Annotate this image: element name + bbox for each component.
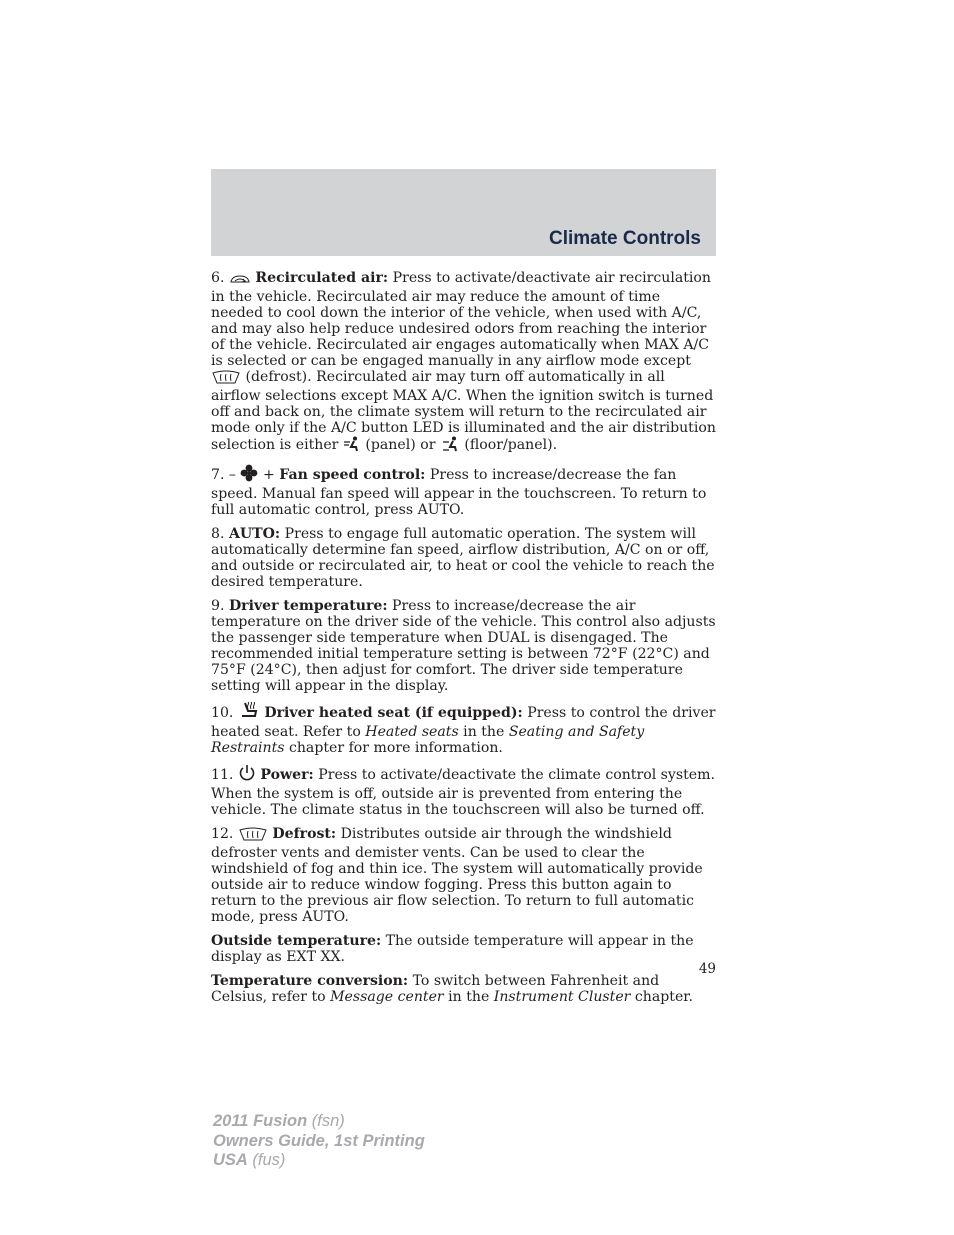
footer-line-3: USA (fus) xyxy=(213,1151,286,1169)
item-label: AUTO: xyxy=(228,526,281,542)
item-outside-temperature: Outside temperature: The outside temperature will appear in the display as EXT XX. xyxy=(211,933,694,965)
item-number: 12. xyxy=(211,826,234,842)
item-power: 11. Power: Press to activate/deactivate the climate control system. When the system is off, outside air is prevented from entering the vehicle. The climate status in the touchscreen will also be turned off. xyxy=(211,764,716,818)
power-icon xyxy=(238,764,256,786)
item-label: Temperature conversion: xyxy=(211,973,409,989)
page-number: 49 xyxy=(698,961,716,977)
defrost-icon xyxy=(238,827,268,845)
recirculation-icon xyxy=(229,273,251,289)
fan-icon xyxy=(240,464,258,486)
item-label: Driver heated seat (if equipped): xyxy=(264,705,523,721)
item-number: 9. xyxy=(211,598,225,614)
item-label: Defrost: xyxy=(272,826,337,842)
item-label: Fan speed control: xyxy=(279,467,426,483)
heated-seat-icon xyxy=(238,702,260,724)
item-label: Recirculated air: xyxy=(255,270,389,286)
item-fan-speed: 7. – + Fan speed control: Press to increase/decrease the fan speed. Manual fan speed will appear in the touchscreen. To return to full automatic control, press AUTO. xyxy=(211,464,716,518)
item-label: Outside temperature: xyxy=(211,933,382,949)
item-driver-temperature: 9. Driver temperature: Press to increase/decrease the air temperature on the driver side of the vehicle. This control also adjusts the passenger side temperature when DUAL is disengaged. The recommended initial temperature setting is between 72°F (22°C) and 75°F (24°C), then adjust for comfort. The driver side temperature setting will appear in the display. xyxy=(211,598,716,694)
item-number: 7. – xyxy=(211,467,236,483)
panel-vent-icon xyxy=(343,436,361,456)
item-label: Driver temperature: xyxy=(228,598,388,614)
footer-line-1: 2011 Fusion (fsn) xyxy=(213,1112,345,1130)
item-temperature-conversion: Temperature conversion: To switch between Fahrenheit and Celsius, refer to Message center in the Instrument Cluster chapter. xyxy=(211,973,693,1005)
header-band xyxy=(211,169,716,256)
item-driver-heated-seat: 10. Driver heated seat (if equipped): Press to control the driver heated seat. Refer to Heated seats in the Seating and Safety Restraints chapter for more information. xyxy=(211,702,716,756)
item-recirculated-air: 6. Recirculated air: Press to activate/deactivate air recirculation in the vehicle. Recirculated air may reduce the amount of time needed to cool down the interior of the vehicle, when used with A/C, and may also help reduce undesired odors from reaching the interior of the vehicle. Recirculated air engages automatically when MAX A/C is selected or can be engaged manually in any airflow mode except (defrost). Recirculated air may turn off automatically in all airflow selections except MAX A/C. When the ignition switch is turned off and back on, the climate system will return to the recirculated air mode only if the A/C button LED is illuminated and the air distribution selection is either (panel) or (floor/panel). xyxy=(211,270,716,456)
item-defrost: 12. Defrost: Distributes outside air through the windshield defroster vents and demister vents. Can be used to clear the windshield of fog and thin ice. The system will automatically provide outside air to reduce window fogging. Press this button again to return to the previous air flow selection. To return to full automatic mode, press AUTO. xyxy=(211,826,703,925)
item-number: 6. xyxy=(211,270,225,286)
item-auto: 8. AUTO: Press to engage full automatic operation. The system will automatically determine fan speed, airflow distribution, A/C on or off, and outside or recirculated air, to heat or cool the vehicle to reach the desired temperature. xyxy=(211,526,715,590)
footer xyxy=(213,1112,425,1171)
floor-panel-icon xyxy=(440,436,460,456)
item-label: Power: xyxy=(260,767,314,783)
item-number: 8. xyxy=(211,526,225,542)
item-number: 11. xyxy=(211,767,234,783)
page-title: Climate Controls xyxy=(548,228,701,249)
footer-line-2: Owners Guide, 1st Printing xyxy=(213,1131,425,1150)
document-body xyxy=(211,270,716,1013)
item-number: 10. xyxy=(211,705,234,721)
defrost-icon xyxy=(211,370,241,388)
